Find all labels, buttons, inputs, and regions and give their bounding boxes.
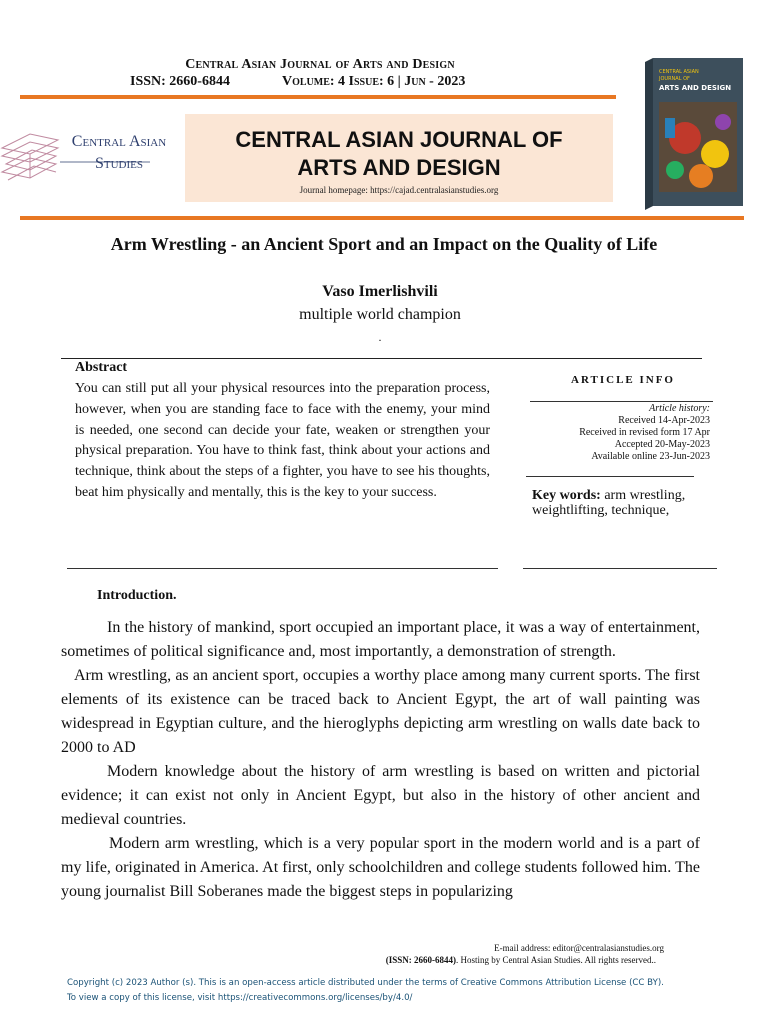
footer-issn: (ISSN: 2660-6844) xyxy=(385,955,457,965)
article-info-bottom-rule xyxy=(523,568,717,569)
logo-line-1: Central Asian xyxy=(71,133,167,150)
keywords-rule xyxy=(526,476,694,477)
abstract-bottom-rule xyxy=(67,568,498,569)
copyright-line-1: Copyright (c) 2023 Author (s). This is an open-access article distributed under the terms of Creative Commons Attribution License (CC BY). xyxy=(67,978,664,988)
author-affiliation: multiple world champion xyxy=(299,306,461,323)
cover-line-3: ARTS AND DESIGN xyxy=(659,84,732,92)
issn-text: ISSN: 2660-6844 xyxy=(130,74,230,89)
article-title: Arm Wrestling - an Ancient Sport and an Impact on the Quality of Life xyxy=(110,234,658,254)
hosting-note xyxy=(200,955,656,965)
article-body xyxy=(61,616,700,904)
body-paragraph-1: In the history of mankind, sport occupied an important place, it was a way of entertainment, sometimes of political significance and, most importantly, a demonstration of strength. xyxy=(61,619,700,660)
revised-date: Received in revised form 17 Apr xyxy=(579,427,710,438)
header-bottom-divider xyxy=(20,216,744,220)
banner-title xyxy=(185,126,613,182)
editor-email: E-mail address: editor@centralasianstudies.org xyxy=(494,943,664,953)
online-date: Available online 23-Jun-2023 xyxy=(591,451,710,462)
article-info-rule xyxy=(530,401,713,402)
logo-line-2: Studies xyxy=(94,155,143,172)
logo-text xyxy=(58,131,180,175)
banner-title-line-1: CENTRAL ASIAN JOURNAL OF xyxy=(235,127,563,152)
affiliation-mark: . xyxy=(378,330,382,344)
banner-title-line-2: ARTS AND DESIGN xyxy=(297,155,501,180)
abstract-heading: Abstract xyxy=(75,360,128,375)
running-issue-info xyxy=(130,74,465,90)
journal-homepage: Journal homepage: https://cajad.centralasianstudies.org xyxy=(299,185,499,195)
license-link[interactable]: To view a copy of this license, visit https://creativecommons.org/licenses/by/4.0/ xyxy=(67,993,413,1003)
abstract-top-rule xyxy=(61,358,702,359)
abstract-text: You can still put all your physical resources into the preparation process, however, when you are standing face to face with the enemy, your mind is needed, one second can decide your fate, weaken or strengthen your physical preparation. You have to think fast, think about your actions and technique, think about the steps of a fighter, you have to see his thoughts, beat him physically and mentally, this is the key to your success. xyxy=(75,381,490,500)
accepted-date: Accepted 20-May-2023 xyxy=(614,439,710,450)
journal-cover-image xyxy=(645,58,743,210)
cover-line-2: JOURNAL OF xyxy=(659,76,690,82)
volume-issue-text: Volume: 4 Issue: 6 | Jun - 2023 xyxy=(281,74,466,89)
copyright-notice xyxy=(67,976,757,1006)
history-label: Article history: xyxy=(649,403,710,414)
cover-line-1: CENTRAL ASIAN xyxy=(659,69,699,75)
running-journal-title: Central Asian Journal of Arts and Design xyxy=(185,57,455,72)
article-history xyxy=(530,403,710,463)
body-paragraph-2: Arm wrestling, as an ancient sport, occupies a worthy place among many current sports. The first elements of its existence can be traced back to Ancient Egypt, the art of wall painting was widespread in Egyptian culture, and the hieroglyphs depicting arm wrestling on walls date back to 2000 to AD xyxy=(61,667,700,756)
received-date: Received 14-Apr-2023 xyxy=(618,415,710,426)
introduction-heading: Introduction. xyxy=(97,588,177,603)
header-divider xyxy=(20,95,616,99)
author-name: Vaso Imerlishvili xyxy=(322,283,438,300)
body-paragraph-3: Modern knowledge about the history of arm wrestling is based on written and pictorial evidence; it can exist not only in Ancient Egypt, but also in the history of other ancient and medieval countries. xyxy=(61,763,700,828)
article-info-heading: ARTICLE INFO xyxy=(571,374,675,386)
keywords-list: arm wrestling, weightlifting, technique, xyxy=(532,488,686,518)
keywords-label: Key words: xyxy=(532,488,601,503)
hosting-text: . Hosting by Central Asian Studies. All rights reserved.. xyxy=(456,955,656,965)
keywords-block xyxy=(532,488,717,518)
body-paragraph-4: Modern arm wrestling, which is a very popular sport in the modern world and is a part of my life, originated in America. At first, only schoolchildren and college students followed him. The young journalist Bill Soberanes made the biggest steps in popularizing xyxy=(61,835,700,900)
